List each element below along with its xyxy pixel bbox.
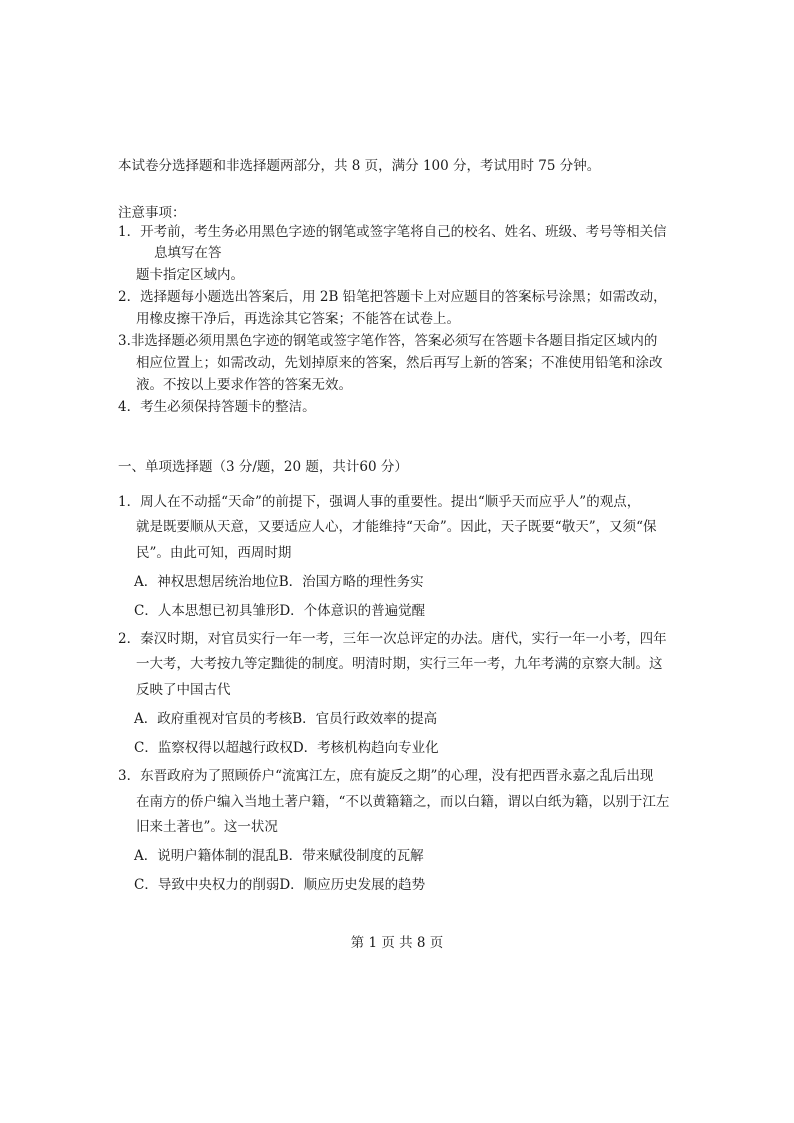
question-1-option-cd: C．人本思想已初具雏形D．个体意识的普遍觉醒: [134, 603, 426, 619]
question-2-stem-line-3: 反映了中国古代: [136, 682, 231, 698]
page-footer: 第 1 页 共 8 页: [350, 935, 444, 951]
notice-title: 注意事项：: [118, 205, 186, 221]
notice-item-3-line-1: 3.非选择题必须用黑色字迹的钢笔或签字笔作答，答案必须写在答题卡各题目指定区域内的: [118, 333, 658, 349]
notice-item-3-line-3: 液。不按以上要求作答的答案无效。: [136, 377, 352, 393]
notice-item-1-line-2: 息填写在答: [154, 245, 222, 261]
notice-item-2-line-1: 2．选择题每小题选出答案后，用 2B 铅笔把答题卡上对应题目的答案标号涂黑；如需改动，: [118, 289, 667, 305]
question-2-stem-line-1: 2．秦汉时期，对官员实行一年一考，三年一次总评定的办法。唐代，实行一年一小考，四年: [118, 631, 667, 647]
question-3-option-cd: C．导致中央权力的削弱D．顺应历史发展的趋势: [134, 877, 426, 893]
notice-item-4-line-1: 4．考生必须保持答题卡的整洁。: [118, 399, 316, 415]
question-3-stem-line-2: 在南方的侨户编入当地土著户籍，“不以黄籍籍之，而以白籍，谓以白纸为籍，以别于江左: [136, 794, 670, 810]
question-3-option-ab: A．说明户籍体制的混乱B．带来赋役制度的瓦解: [134, 848, 424, 864]
question-1-option-ab: A．神权思想居统治地位B．治国方略的理性务实: [134, 574, 424, 590]
notice-item-1-line-1: 1．开考前，考生务必用黑色字迹的钢笔或签字笔将自己的校名、姓名、班级、考号等相关信: [118, 224, 667, 240]
section-title: 一、单项选择题（3 分/题，20 题，共计60 分）: [118, 459, 408, 475]
question-2-stem-line-2: 一大考，大考按九等定黜徙的制度。明清时期，实行三年一考，九年考满的京察大制。这: [136, 656, 663, 672]
question-2-option-cd: C．监察权得以超越行政权D．考核机构趋向专业化: [134, 740, 439, 756]
question-2-option-ab: A．政府重视对官员的考核B．官员行政效率的提高: [134, 711, 438, 727]
notice-item-3-line-2: 相应位置上；如需改动，先划掉原来的答案，然后再写上新的答案；不准使用铅笔和涂改: [136, 355, 663, 371]
question-1-stem-line-2: 就是既要顺从天意，又要适应人心，才能维持“天命”。因此，天子既要“敬天”，又须“保: [136, 519, 657, 535]
notice-item-2-line-2: 用橡皮擦干净后，再选涂其它答案；不能答在试卷上。: [136, 311, 460, 327]
question-1-stem-line-1: 1．周人在不动摇“天命”的前提下，强调人事的重要性。提出“顺乎天而应乎人”的观点，: [118, 494, 641, 510]
question-3-stem-line-1: 3．东晋政府为了照顾侨户“流寓江左，庶有旋反之期”的心理，没有把西晋永嘉之乱后出现: [118, 768, 654, 784]
notice-item-1-line-3: 题卡指定区域内。: [136, 267, 244, 283]
question-3-stem-line-3: 旧来土著也”。这一状况: [136, 819, 278, 835]
question-1-stem-line-3: 民”。由此可知，西周时期: [136, 545, 292, 561]
intro-text: 本试卷分选择题和非选择题两部分，共 8 页，满分 100 分，考试用时 75 分钟。: [118, 158, 601, 174]
